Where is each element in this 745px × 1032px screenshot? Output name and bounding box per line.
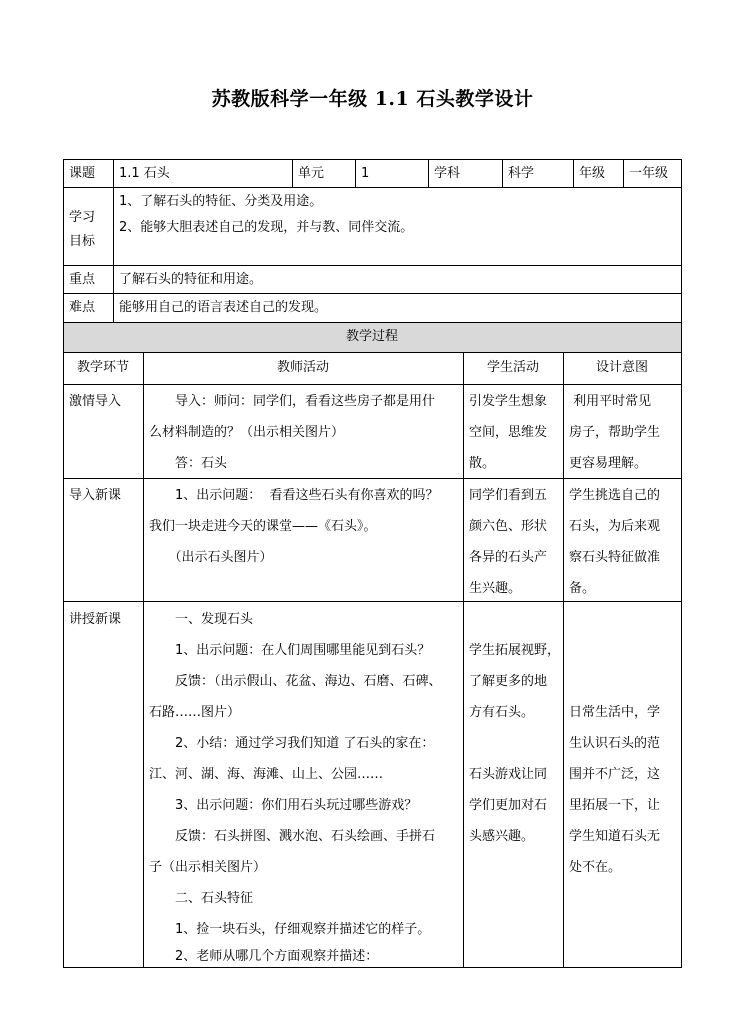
- table-rule: [428, 159, 429, 187]
- teacher-activity: 一、发现石头 1、出示问题：在人们周围哪里能见到石头？ 反馈：（出示假山、花盆、海边、石磨、石碑、 石路……图片） 2、小结：通过学习我们知道 了石头的家在： 江、河、湖、海、海滩、山上、公园…… 3、出示问题：你们用石头玩过哪些游戏？ 反馈：石头拼图、溅水泡、石头绘画、手拼石 子（出示相关图片） 二、石头特征 1、捡一块石头，仔细观察并描述它的样子。 2、老师从哪几个方面观察并描述：: [149, 612, 442, 964]
- table-rule: [63, 293, 682, 294]
- design-intent: 利用平时常见 房子，帮助学生 更容易理解。: [569, 394, 661, 471]
- teacher-activity: 导入：师问：同学们，看看这些房子都是用什 么材料制造的？（出示相关图片） 答：石头: [149, 394, 436, 471]
- table-rule: [623, 159, 624, 187]
- stage-cell: 讲授新课: [69, 612, 122, 627]
- key-point-text: 了解石头的特征和用途。: [119, 272, 263, 287]
- teacher-activity: 1、出示问题： 看看这些石头有你喜欢的吗？ 我们一块走进今天的课堂——《石头》。 （出示石头图片）: [149, 488, 439, 565]
- table-rule: [463, 352, 464, 968]
- unit-label: 单元: [298, 166, 325, 181]
- table-rule: [63, 187, 682, 188]
- unit-value: 1: [361, 166, 370, 181]
- design-intent: 日常生活中，学 生认识石头的范 围并不广泛，这 里拓展一下，让 学生知道石头无 处不在。: [569, 705, 661, 875]
- table-rule: [63, 322, 682, 323]
- process-title: 教学过程: [345, 329, 398, 344]
- table-border-left: [63, 159, 64, 968]
- design-intent: 学生挑选自己的 石头，为后来观 察石头特征做准 备。: [569, 488, 661, 596]
- table-rule: [355, 159, 356, 187]
- goal-item: 2、能够大胆表述自己的发现，并与教、同伴交流。: [119, 220, 414, 235]
- student-activity: 同学们看到五 颜六色、形状 各异的石头产 生兴趣。: [469, 488, 548, 596]
- grade-value: 一年级: [629, 166, 669, 181]
- column-header-stage: 教学环节: [76, 360, 129, 375]
- difficulty-text: 能够用自己的语言表述自己的发现。: [119, 300, 328, 315]
- document-title: 苏教版科学一年级 1.1 石头教学设计: [211, 88, 534, 110]
- goal-item: 1、了解石头的特征、分类及用途。: [119, 194, 323, 209]
- table-rule: [563, 352, 564, 968]
- column-header-teacher: 教师活动: [276, 360, 329, 375]
- column-header-intent: 设计意图: [595, 360, 648, 375]
- table-rule: [63, 384, 682, 385]
- table-rule: [63, 352, 682, 353]
- subject-value: 科学: [508, 166, 535, 181]
- table-border-top: [63, 159, 682, 160]
- course-label: 课题: [69, 166, 96, 181]
- stage-cell: 导入新课: [69, 488, 122, 503]
- grade-label: 年级: [579, 166, 606, 181]
- table-border-right: [681, 159, 682, 968]
- course-value: 1.1 石头: [119, 166, 170, 181]
- table-rule: [63, 265, 682, 266]
- table-rule: [502, 159, 503, 187]
- table-rule: [573, 159, 574, 187]
- table-rule: [292, 159, 293, 187]
- goals-label: 学习 目标: [69, 210, 96, 249]
- student-activity: 引发学生想象 空间，思维发 散。: [469, 394, 548, 471]
- column-header-student: 学生活动: [486, 360, 539, 375]
- subject-label: 学科: [434, 166, 461, 181]
- difficulty-label: 难点: [69, 300, 96, 315]
- table-rule: [143, 352, 144, 968]
- student-activity: 学生拓展视野， 了解更多的地 方有石头。 石头游戏让同 学们更加对石 头感兴趣。: [469, 643, 561, 844]
- key-point-label: 重点: [69, 272, 96, 287]
- stage-cell: 激情导入: [69, 394, 122, 409]
- table-rule: [113, 159, 114, 322]
